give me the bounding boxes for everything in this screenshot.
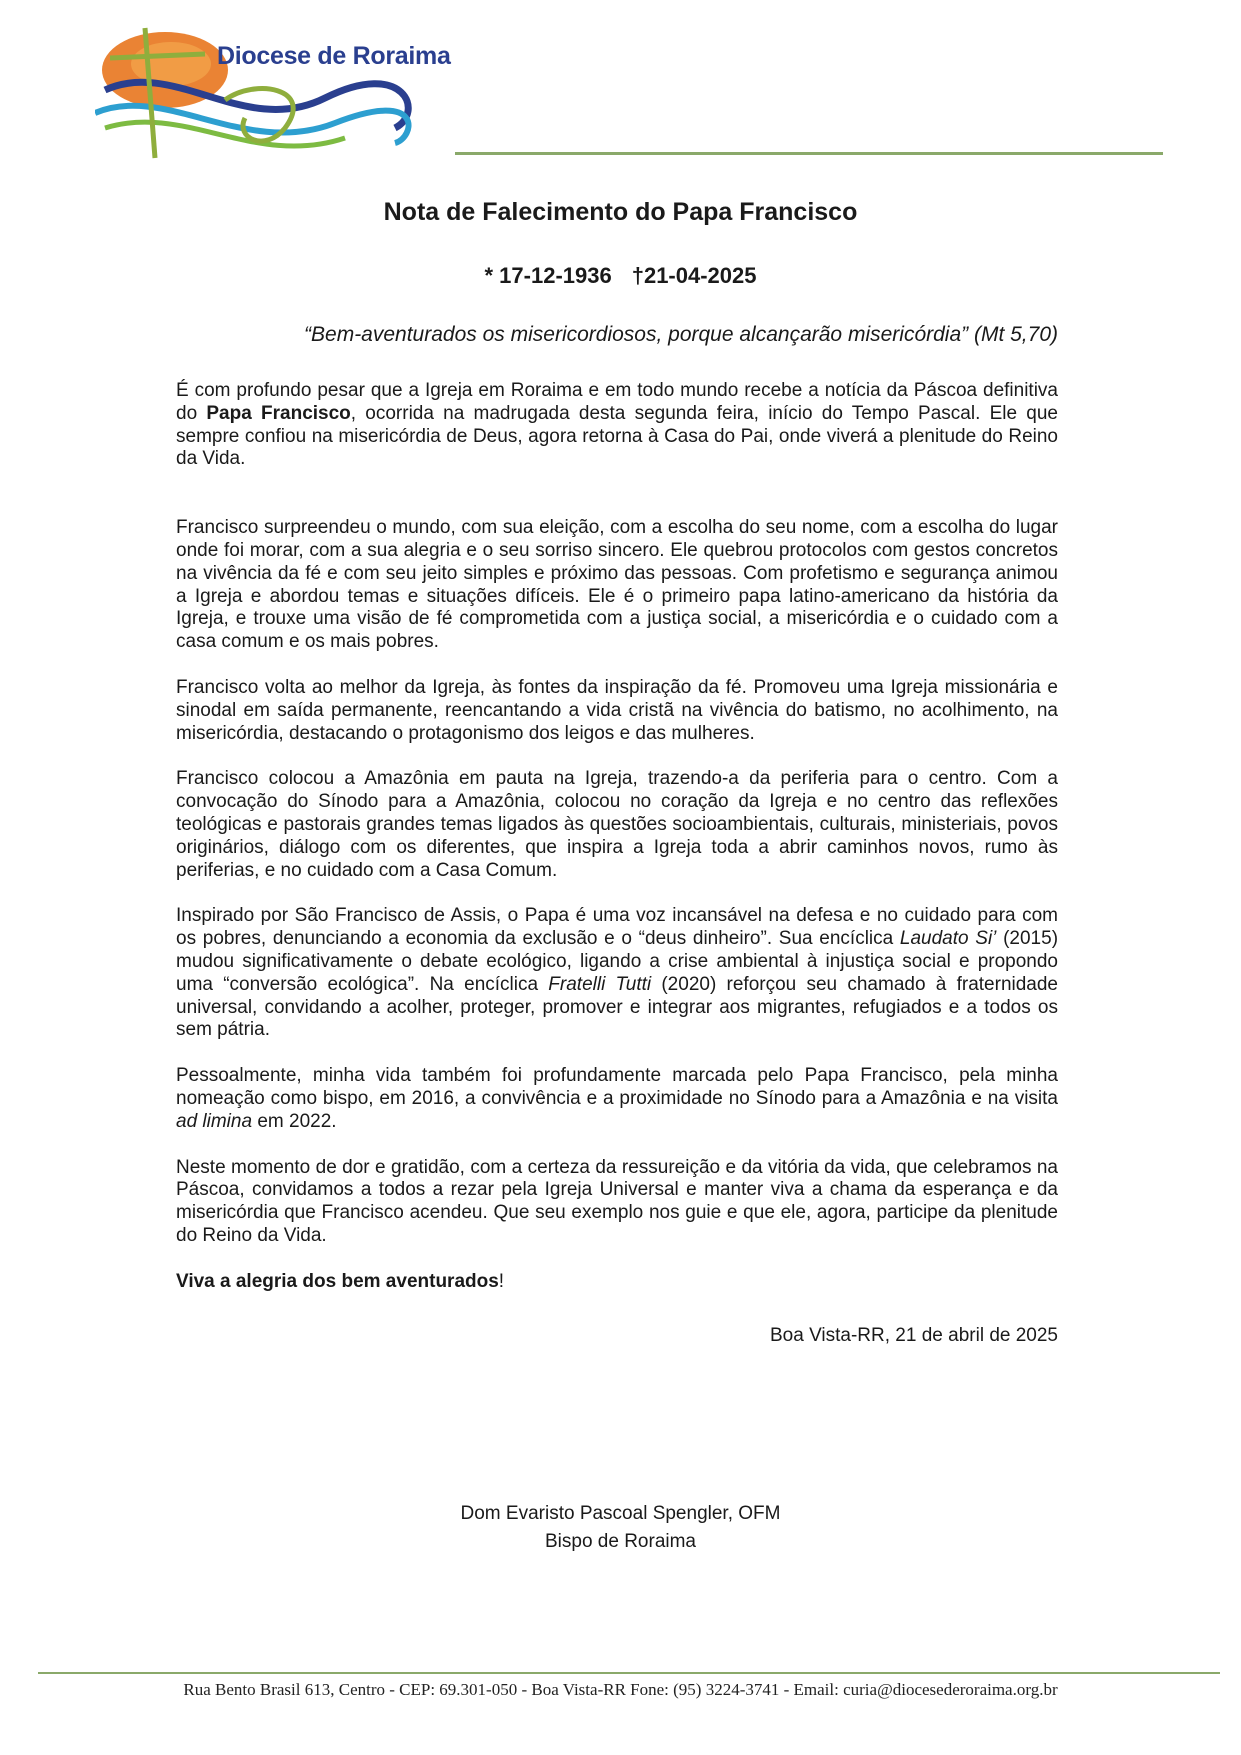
footer-divider xyxy=(38,1672,1220,1674)
latin-term: ad limina xyxy=(176,1110,253,1132)
paragraph-3: Francisco volta ao melhor da Igreja, às fontes da inspiração da fé. Promoveu uma Igreja missionária e sinodal em saída permanente, reencantando a vida cristã na vivência do batismo, no acolhimento, na misericórdia, destacando o protagonismo dos leigos e das mulheres. xyxy=(176,676,1058,744)
paragraph-text: (2015) mudou significativamente o debate ecológico, ligando a crise ambiental à injustiça social e propondo uma “conversão ecológica”. Na encíclica xyxy=(176,928,1059,995)
encyclical-title: Fratelli Tutti xyxy=(548,973,652,995)
paragraph-6 xyxy=(176,1065,1058,1133)
pope-name: Papa Francisco xyxy=(206,402,351,424)
paragraph-text: Pessoalmente, minha vida também foi profundamente marcada pelo Papa Francisco, pela minha nomeação como bispo, em 2016, a convivência e a proximidade no Sínodo para a Amazônia e na visita xyxy=(176,1065,1058,1109)
paragraph-text: , ocorrida na madrugada desta segunda feira, início do Tempo Pascal. Ele que sempre confiou na misericórdia de Deus, agora retorna à Casa do Pai, onde viverá a plenitude do Reino da Vida. xyxy=(176,402,1058,470)
signature-block xyxy=(0,1500,1241,1556)
paragraph-text: É com profundo pesar que a Igreja em Roraima e em todo mundo recebe a notícia da Páscoa definitiva do xyxy=(176,380,1058,424)
signer-role: Bispo de Roraima xyxy=(544,1531,697,1552)
page-title: Nota de Falecimento do Papa Francisco xyxy=(383,198,858,226)
paragraph-2: Francisco surpreendeu o mundo, com sua eleição, com a escolha do seu nome, com a escolha do lugar onde foi morar, com a sua alegria e o seu sorriso sincero. Ele quebrou protocolos com gestos concretos na vivência da fé e com seu jeito simples e próximo das pessoas. Com profetismo e segurança animou a Igreja e abordou temas e situações difíceis. Ele é o primeiro papa latino-americano da história da Igreja, e trouxe uma visão de fé comprometida com a justiça social, a misericórdia e o cuidado com a casa comum e os mais pobres. xyxy=(176,517,1058,653)
paragraph-7: Neste momento de dor e gratidão, com a certeza da ressureição e da vitória da vida, que celebramos na Páscoa, convidamos a todos a rezar pela Igreja Universal e manter viva a chama da esperança e da misericórdia que Francisco acendeu. Que seu exemplo nos guie e que ele, agora, participe da plenitude do Reino da Vida. xyxy=(176,1156,1058,1246)
paragraph-5 xyxy=(176,905,1058,1042)
closing-line xyxy=(176,1271,1058,1294)
paragraph-text: (2020) reforçou seu chamado à fraternidade universal, convidando a acolher, proteger, promover e integrar aos migrantes, refugiados e a todos os sem pátria. xyxy=(176,973,1058,1041)
paragraph-text: em 2022. xyxy=(252,1110,337,1132)
header-divider xyxy=(455,152,1163,155)
birth-date: * 17-12-1936 xyxy=(484,263,612,288)
death-date: †21-04-2025 xyxy=(631,263,757,288)
paragraph-1 xyxy=(176,380,1058,471)
place-date: Boa Vista-RR, 21 de abril de 2025 xyxy=(770,1325,1058,1346)
diocese-logo xyxy=(95,18,465,178)
letter-body xyxy=(176,380,1058,1317)
logo-text: Diocese de Roraima xyxy=(217,42,451,70)
paragraph-4: Francisco colocou a Amazônia em pauta na Igreja, trazendo-a da periferia para o centro. Com a convocação do Sínodo para a Amazônia, colocou no coração da Igreja e no centro das reflexões teológicas e pastorais grandes temas ligados às questões socioambientais, culturais, ministeriais, povos originários, diálogo com os diferentes, que inspira a Igreja toda a abrir caminhos novos, rumo às periferias, e no cuidado com a Casa Comum. xyxy=(176,768,1058,881)
bible-quote: “Bem-aventurados os misericordiosos, porque alcançarão misericórdia” (Mt 5,70) xyxy=(304,323,1058,346)
footer-address: Rua Bento Brasil 613, Centro - CEP: 69.301-050 - Boa Vista-RR Fone: (95) 3224-3741 - Email: curia@diocesederoraima.org.br xyxy=(183,1680,1058,1699)
encyclical-title: Laudato Si’ xyxy=(899,928,997,950)
signer-name: Dom Evaristo Pascoal Spengler, OFM xyxy=(460,1503,781,1524)
closing-text: Viva a alegria dos bem aventurados xyxy=(176,1270,499,1292)
life-dates xyxy=(0,263,1241,289)
paragraph-text: Inspirado por São Francisco de Assis, o Papa é uma voz incansável na defesa e no cuidado para com os pobres, denunciando a economia da exclusão e o “deus dinheiro”. Sua encíclica xyxy=(176,905,1058,950)
closing-punctuation: ! xyxy=(498,1270,505,1292)
